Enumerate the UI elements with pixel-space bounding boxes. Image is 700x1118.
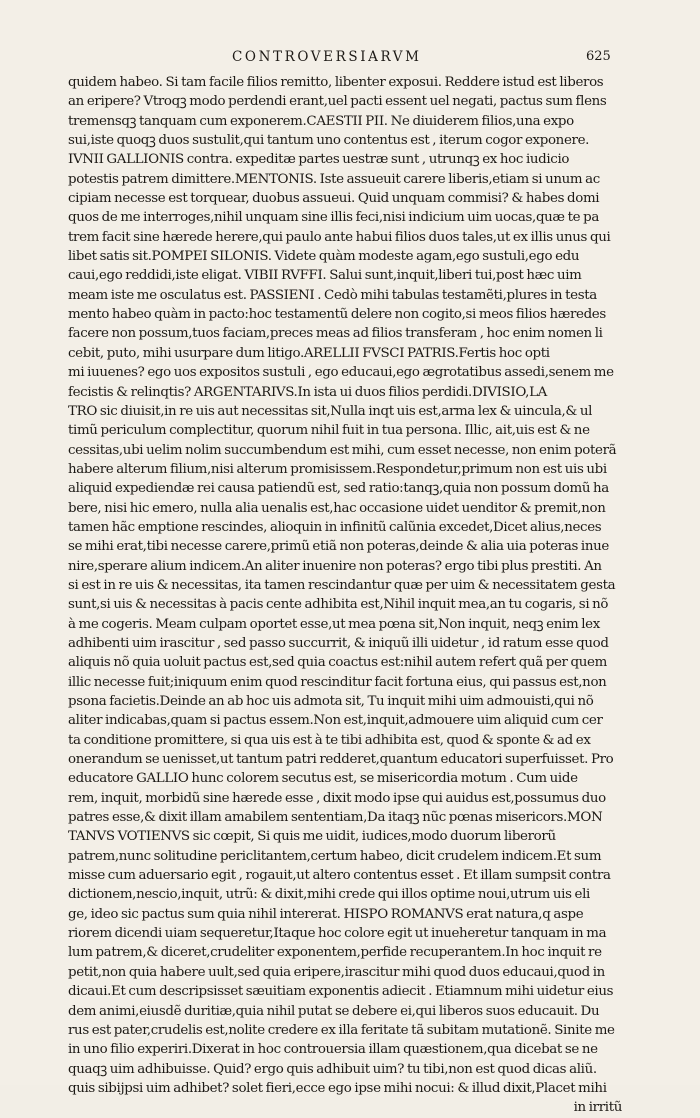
- text-line: timũ periculum complectitur, quorum nihil fuit in tua persona. Illic, ait,uis est & ne: [68, 423, 590, 439]
- text-line: quis sibijpsi uim adhibet? solet fieri,ecce ego ipse mihi nocui: & illud dixit,Placet mihi: [68, 1080, 607, 1096]
- text-line: se mihi erat,tibi necesse carere,primũ etiã non poteras,deinde & alia uia poteras inue: [68, 539, 609, 555]
- text-line: libet satis sit.POMPEI SILONIS. Videte quàm modeste agam,ego sustuli,ego edu: [68, 249, 580, 265]
- text-line: sui,iste quoqꝫ duos sustulit,qui tantum uno contentus est , iterum cogor exponere.: [68, 133, 590, 149]
- text-line: ge, ideo sic pactus sum quia nihil intererat. HISPO ROMANVS erat natura,q aspe: [68, 906, 584, 922]
- text-line: patrem,nunc solitudine periclitantem,certum habeo, dicit crudelem indicem.Et sum: [68, 848, 602, 864]
- text-line: cebit, puto, mihi usurpare dum litigo.ARELLII FVSCI PATRIS.Fertis hoc opti: [68, 345, 550, 361]
- text-line: TANVS VOTIENVS sic cœpit, Si quis me uidit, iudices,modo duorum liberorũ: [68, 829, 556, 845]
- text-line: meam iste me osculatus est. PASSIENI . Cedò mihi tabulas testamẽti,plures in testa: [68, 287, 597, 303]
- text-line: aliquid expediendæ rei causa patiendũ est, sed ratio:tanqꝫ,quia non possum domũ ha: [68, 481, 609, 497]
- text-line: nire,sperare alium indicem.An aliter inuenire non poteras? ergo tibi plus prestiti. An: [68, 558, 602, 574]
- text-line: illic necesse fuit;iniquum enim quod rescinditur facit fortuna eius, qui passus est,non: [68, 674, 607, 690]
- text-line: educatore GALLIO hunc colorem secutus est, se misericordia motum . Cum uide: [68, 771, 578, 787]
- text-line: rus est pater,crudelis est,nolite credere ex illa feritate tã subitam mutationẽ. Sinite me: [68, 1022, 615, 1038]
- text-line: si est in re uis & necessitas, ita tamen rescindantur quæ per uim & necessitatem gesta: [68, 577, 616, 593]
- text-line: habere alterum filium,nisi alterum promisissem.Respondetur,primum non est uis ubi: [68, 461, 607, 477]
- text-line: an eripere? Vtroqꝫ modo perdendi erant,uel pacti essent uel negati, pactus sum flens: [68, 94, 607, 110]
- text-line: mento habeo quàm in pacto:hoc testamentũ delere non cogito,si meos filios hæredes: [68, 307, 606, 323]
- running-title: CONTROVERSIARVM: [232, 49, 422, 65]
- text-line: onerandum se uenisset,ut tantum patri redderet,quantum educatori superfuisset. Pro: [68, 752, 614, 768]
- text-line: in irritũ: [573, 1100, 622, 1116]
- text-line: cipiam necesse est torquear, duobus assueui. Quid unquam commisi? & habes domi: [68, 191, 600, 207]
- text-line: ta conditione promittere, si qua uis est à te tibi adhibita est, quod & sponte & ad ex: [68, 732, 591, 748]
- page-number: 625: [586, 49, 611, 64]
- text-line: dem animi,eiusdẽ duritiæ,quia nihil putat se debere ei,qui liberos suos educauit. Du: [68, 1003, 600, 1019]
- text-line: in uno filio experiri.Dixerat in hoc controuersia illam quæstionem,qua dicebat se ne: [68, 1042, 598, 1058]
- text-line: mi iuuenes? ego uos expositos sustuli , ego educaui,ego ægrotatibus assedi,senem me: [68, 365, 614, 381]
- text-line: riorem dicendi uiam sequeretur,Itaque hoc colore egit ut inueheretur tanquam in ma: [68, 926, 607, 942]
- text-line: caui,ego reddidi,iste eligat. VIBII RVFFI. Salui sunt,inquit,liberi tui,post hæc uim: [68, 268, 582, 284]
- text-line: psona facietis.Deinde an ab hoc uis admota sit, Tu inquit mihi uim admouisti,qui nõ: [68, 694, 594, 709]
- text-line: quos de me interroges,nihil unquam sine illis feci,nisi indicium uim uocas,quæ te pa: [68, 210, 599, 226]
- text-line: dicaui.Et cum descripsisset sæuitiam exponentis adiecit . Etiamnum mihi uidetur eius: [68, 984, 614, 1000]
- text-line: potestis patrem dimittere.MENTONIS. Iste assueuit carere liberis,etiam si unum ac: [68, 171, 600, 187]
- text-line: bere, nisi hic emero, nulla alia uenalis est,hac occasione uidet uenditor & premit,non: [68, 500, 606, 516]
- text-line: quidem habeo. Si tam facile filios remitto, libenter exposui. Reddere istud est liberos: [68, 75, 604, 90]
- text-line: quaqꝫ uim adhibuisse. Quid? ergo quis adhibuit uim? tu tibi,non est quod dicas aliũ.: [68, 1061, 597, 1077]
- text-line: fecistis & relinqtis? ARGENTARIVS.In ista ui duos filios perdidi.DIVISIO,LA: [68, 384, 547, 400]
- text-line: IVNII GALLIONIS contra. expeditæ partes uestræ sunt , utrunqꝫ ex hoc iudicio: [68, 152, 570, 168]
- text-line: misse cum aduersario egit , rogauit,ut altero contentus esset . Et illam sumpsit contra: [68, 868, 611, 884]
- text-line: aliquis nõ quia uoluit pactus est,sed quia coactus est:nihil autem refert quã per quem: [68, 655, 607, 671]
- text-line: à me cogeris. Meam culpam oportet esse,ut mea pœna sit,Non inquit, neqꝫ enim lex: [68, 616, 600, 632]
- text-line: patres esse,& dixit illam amabilem sententiam,Da itaqꝫ nũc pœnas misericors.MON: [68, 810, 603, 826]
- text-line: rem, inquit, morbidũ sine hærede esse , dixit modo ipse qui auidus est,possumus duo: [68, 790, 606, 806]
- text-block: [68, 73, 628, 1118]
- text-line: facere non possum,tuos faciam,preces meas ad filios transferam , hoc enim nomen li: [68, 326, 603, 342]
- text-line: trem facit sine hærede herere,qui paulo ante habui filios duos tales,ut ex illis unus qui: [68, 229, 611, 245]
- text-line: sunt,si uis & necessitas à pacis cente adhibita est,Nihil inquit mea,an tu cogaris, si nõ: [68, 597, 609, 613]
- text-line: aliter indicabas,quam si pactus essem.Non est,inquit,admouere uim aliquid cum cer: [68, 713, 603, 729]
- text-line: tamen hãc emptione rescindes, alioquin in infinitũ calũnia excedet,Dicet alius,neces: [68, 519, 602, 535]
- text-line: cessitas,ubi uelim nolim succumbendum est mihi, cum esset necesse, non enim poterã: [68, 442, 617, 458]
- text-line: petit,non quia habere uult,sed quia eripere,irascitur mihi quod duos educaui,quod in: [68, 964, 605, 980]
- text-line: lum patrem,& diceret,crudeliter exponentem,perfide recuperantem.In hoc inquit re: [68, 945, 602, 961]
- running-head: [0, 49, 700, 71]
- text-line: tremensqꝫ tanquam cum exponerem.CAESTII PII. Ne diuiderem filios,una expo: [68, 113, 574, 129]
- text-line: dictionem,nescio,inquit, utrũ: & dixit,mihi crede qui illos optime noui,utrum uis eli: [68, 887, 590, 903]
- text-line: adhibenti uim irascitur , sed passo succurrit, & iniquũ illi uidetur , id ratum esse quod: [68, 635, 609, 651]
- text-line: TRO sic diuisit,in re uis aut necessitas sit,Nulla inqt uis est,arma lex & uincula,& ul: [68, 403, 593, 419]
